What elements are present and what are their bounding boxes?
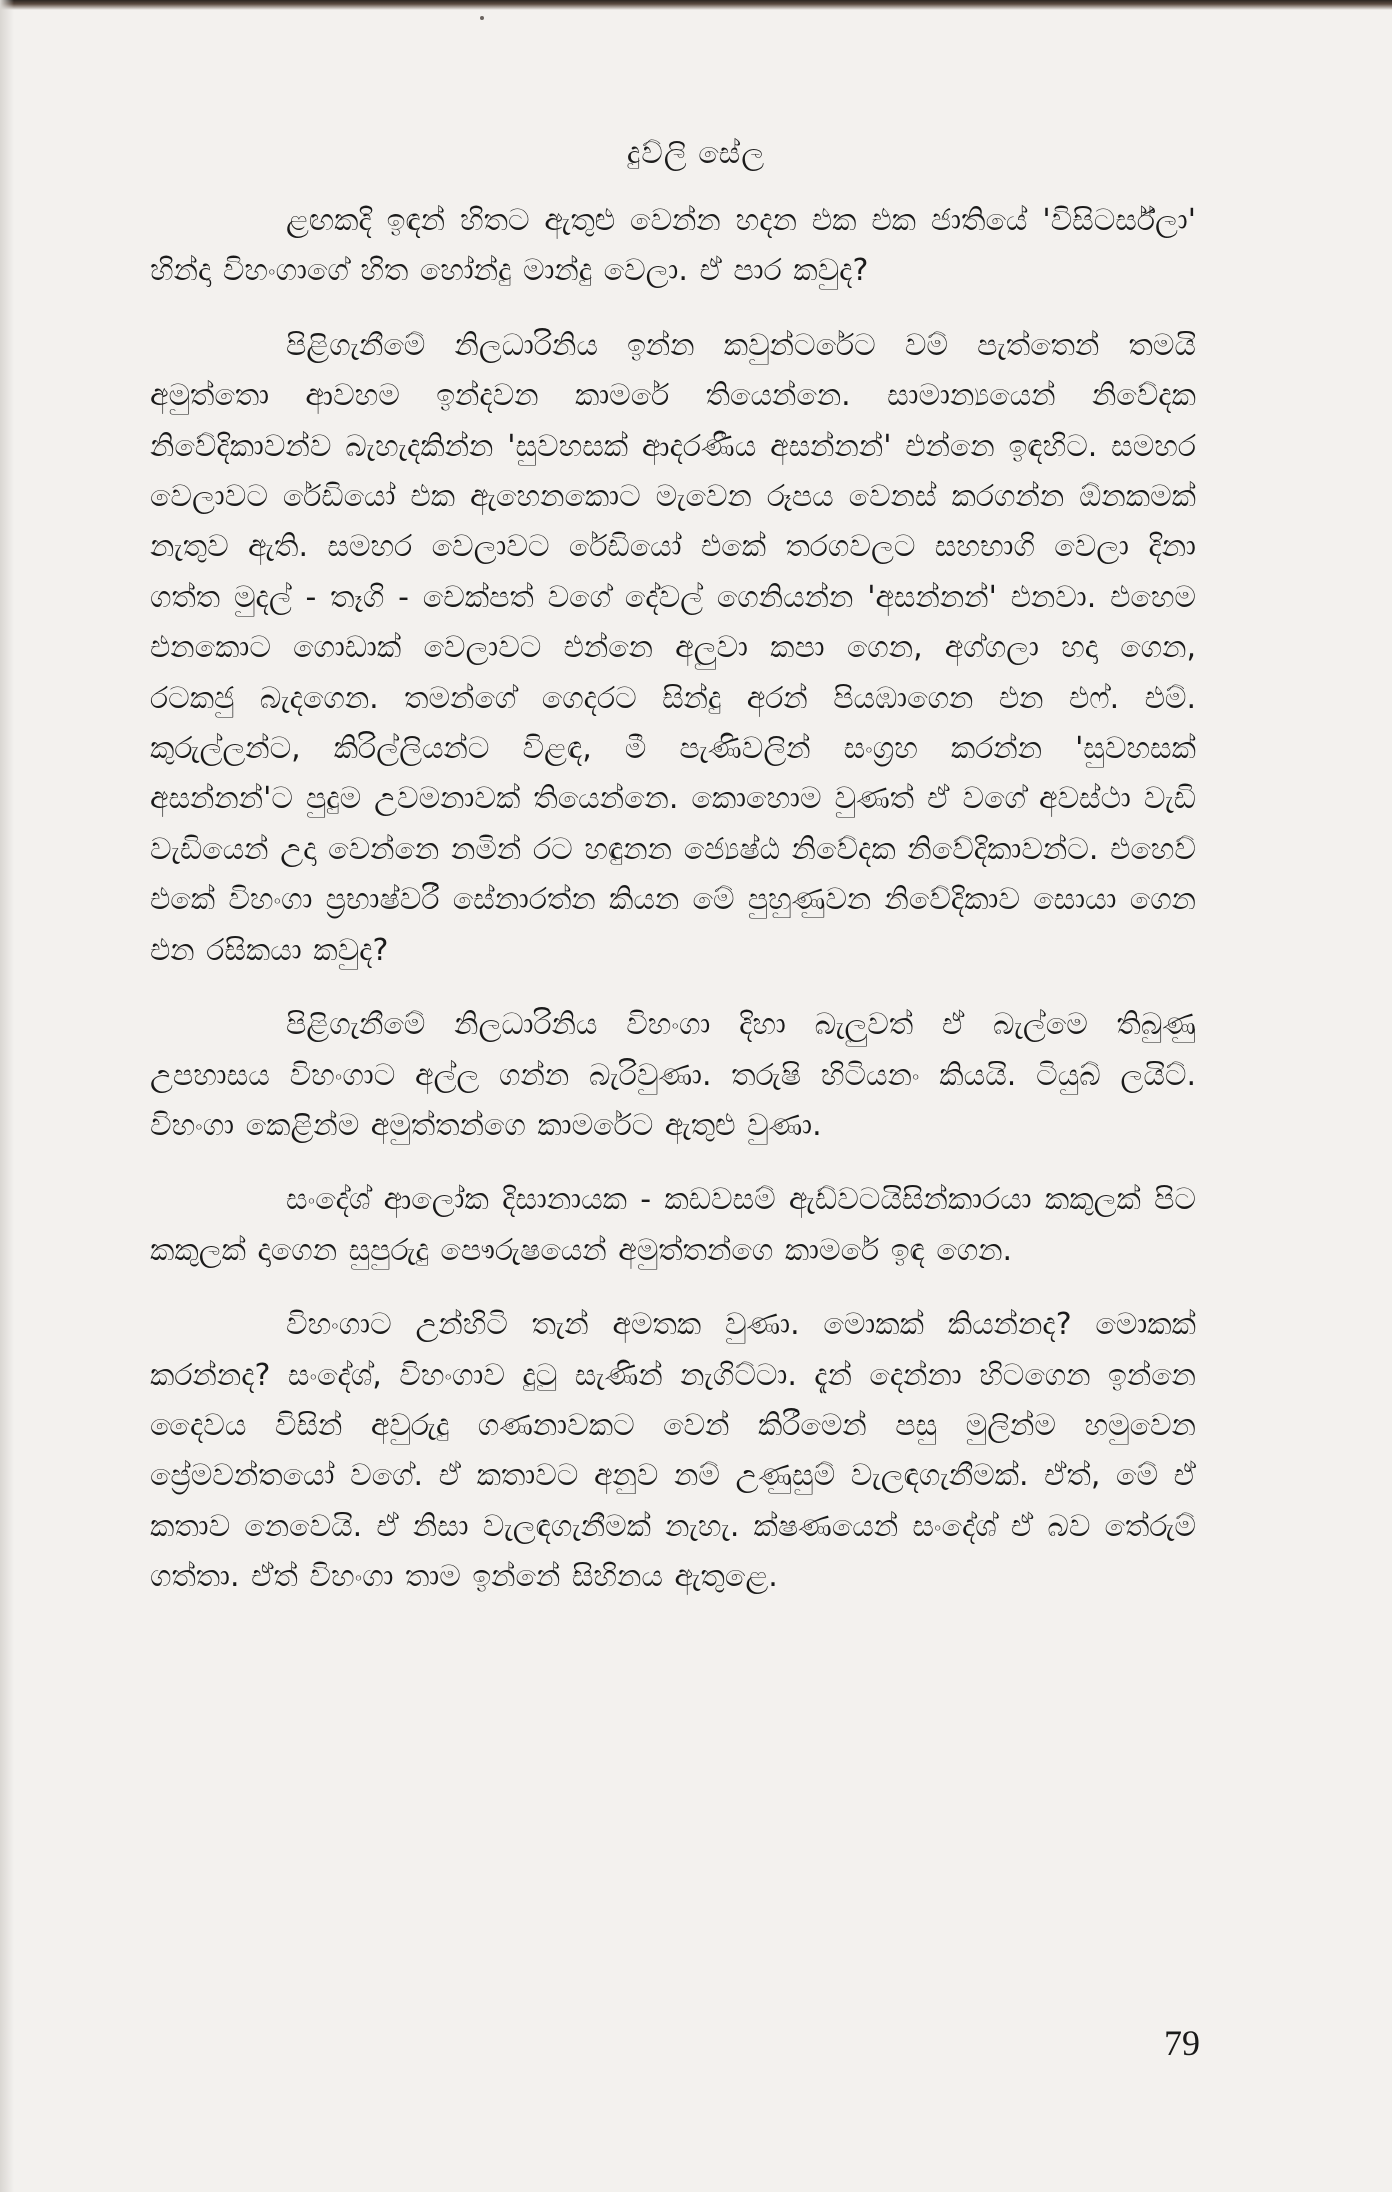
paragraph-2: පිළිගැනීමේ නිලධාරිනිය ඉන්න කවුන්ටරේට වම් පැත්තෙන් තමයි අමුත්තො ආවහම ඉන්දවන කාමරේ තියෙන්නෙ. සාමාන්‍යයෙන් නිවේදක නිවේදිකාවන්ව බැහැදකින්න 'සුවහසක් ආදරණීය අසන්නන්' එන්නෙ ඉඳහිට. සමහර වෙලාවට රේඩියෝ එක ඇහෙනකොට මැවෙන රූපය වෙනස් කරගන්න ඕනකමක් නැතුව ඇති. සමහර වෙලාවට රේඩියෝ එකේ තරගවලට සහභාගි වෙලා දිනා ගත්ත මුදල් - තෑගි - චෙක්පත් වගේ දේවල් ගෙනියන්න 'අසන්නන්' එනවා. එහෙම එනකොට ගොඩාක් වෙලාවට එන්නෙ අලුවා කපා ගෙන, අග්ගලා හදා ගෙන, රටකජු බැදගෙන. තමන්ගේ ගෙදරට සින්දු අරන් පියඹාගෙන එන එෆ්. එම්. කුරුල්ලන්ට, කිරිල්ලියන්ට විළඳ, මී පැණිවලින් සංග්‍රහ කරන්න 'සුවහසක් අසන්නන්'ට පුදුම උවමනාවක් තියෙන්නෙ. කොහොම වුණත් ඒ වගේ අවස්ථා වැඩි වැඩියෙන් උදා වෙන්නෙ නමින් රට හඳුනන ජ්‍යෙෂ්ඨ නිවේදක නිවේදිකාවන්ට. එහෙව් එකේ විහංගා ප්‍රභාෂ්වරී සේනාරත්න කියන මේ පුහුණුවන නිවේදිකාව සොයා ගෙන එන රසිකයා කවුද? [150, 327, 1196, 968]
paragraph-4: සංදේශ් ආලෝක දිසානායක - කඩවසම් ඇඩ්වටයිසින්කාරයා කකුලක් පිට කකුලක් දාගෙන සුපුරුදු පෞරුෂයෙන් අමුත්තන්ගෙ කාමරේ ඉඳ ගෙන. [150, 1182, 1196, 1268]
facing-page-bleed-through [0, 130, 22, 1890]
page-number: 79 [1164, 2023, 1200, 2063]
paragraph-5: විහංගාට උන්හිටි තැන් අමතක වුණා. මොකක් කියන්නද? මොකක් කරන්නද? සංදේශ්, විහංගාව දුටු සැණින් නැගිට්ටා. දැන් දෙන්නා හිටගෙන ඉන්නෙ දෛවය විසින් අවුරුදු ගණනාවකට වෙන් කිරීමෙන් පසු මුලින්ම හමුවෙන ප්‍රේමවන්තයෝ වගේ. ඒ කතාවට අනුව නම් උණුසුම් වැලඳගැනීමක්. ඒත්, මේ ඒ කතාව නෙවෙයි. ඒ නිසා වැලඳගැනීමක් නැහැ. ක්ෂණයෙන් සංදේශ් ඒ බව තේරුම් ගත්තා. ඒත් විහංගා තාම ඉන්නේ සිහිනය ඇතුළෙ. [150, 1307, 1196, 1595]
paragraph-1: ළඟකදි ඉඳන් හිතට ඇතුළු වෙන්න හදන එක එක ජාතියේ 'විසිටර්ස්ලා' හින්දා විහංගාගේ හිත හෝන්දු මාන්දු වෙලා. ඒ පාර කවුද? [150, 203, 1196, 289]
running-title: දුව්ලි සේල [626, 136, 766, 171]
bleed-mark [2, 250, 16, 276]
body-text [150, 196, 1196, 1623]
bleed-mark [2, 310, 16, 336]
bleed-mark [2, 190, 16, 216]
top-edge-shadow [0, 0, 1392, 10]
bleed-mark [2, 370, 16, 396]
paragraph-3: පිළිගැනීමේ නිලධාරිනිය විහංගා දිහා බැලුවත් ඒ බැල්මෙ තිබුණු උපහාසය විහංගාට අල්ල ගන්න බැරිවුණා. තරුෂි හිටියනං කියයි. ටියුබ් ලයිට්. විහංගා කෙළින්ම අමුත්තන්ගෙ කාමරේට ඇතුළු වුණා. [150, 1007, 1196, 1143]
paper-speck [480, 16, 484, 20]
